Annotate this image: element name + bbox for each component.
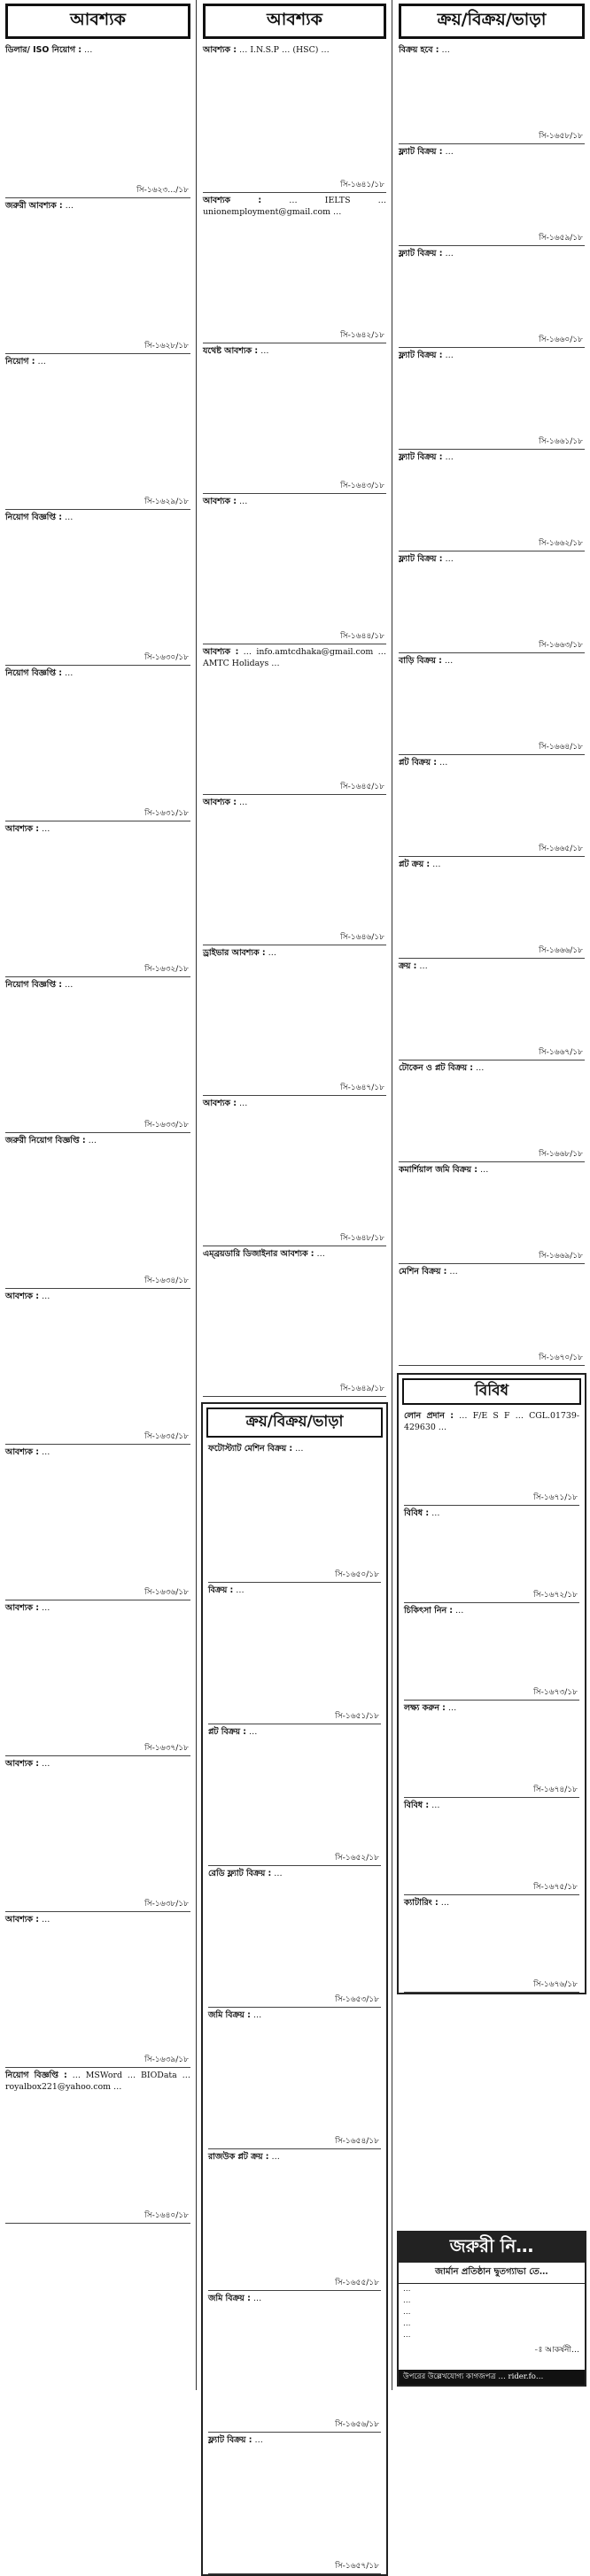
ad-body: … [480,1165,489,1175]
ad-heading: আবশ্যক : [5,1292,39,1301]
classified-ad [203,1246,386,1397]
ad-heading: নিয়োগ বিজ্ঞপ্তি : [5,2071,67,2080]
ad-code: সি-১৬৭৫/১৮ [533,1882,578,1892]
classified-ad [203,945,386,1096]
classified-ad [208,2433,381,2574]
banner-title: জরুরী নি… [399,2233,585,2263]
ad-code: সি-১৬৫৩/১৮ [335,1994,379,2004]
banner-line: … [403,2331,411,2341]
banner-line: … [403,2285,411,2294]
ad-code: সি-১৬২৩…/১৮ [136,185,189,195]
classified-ad [5,1756,190,1912]
classified-ad [399,653,585,755]
buy-sell-rent-box [201,1402,388,2576]
ad-body: … [236,1585,245,1595]
ad-heading: বাড়ি বিক্রয় : [399,656,442,666]
ad-heading: নিয়োগ : [5,357,35,366]
classified-ad [5,2068,190,2224]
ad-body: … [65,201,74,211]
ad-code: সি-১৬৪০/১৮ [144,2210,189,2220]
column-1-wanted [0,0,197,2390]
ad-body: … [254,2435,263,2445]
classified-ad [5,1600,190,1756]
classified-ad [399,348,585,450]
classified-ad [5,1133,190,1289]
ad-code: সি-১৬৭১/১৮ [533,1492,578,1502]
ad-code: সি-১৬৬৮/১৮ [539,1149,583,1159]
classified-ad [208,2291,381,2433]
ad-code: সি-১৬৪৪/১৮ [340,631,384,641]
ad-heading: আবশ্যক : [203,45,237,55]
classified-ad [5,198,190,354]
ad-body: … IELTS … unionemployment@gmail.com … [203,196,386,217]
ad-code: সি-১৬৩১/১৮ [144,808,189,818]
ad-code: সি-১৬৩২/১৮ [144,964,189,974]
ads-list [0,42,196,2224]
ad-body: … [431,1801,440,1810]
ad-heading: ফ্ল্যাট বিক্রয় : [399,147,443,157]
ad-heading: জমি বিক্রয় : [208,2010,251,2020]
ad-code: সি-১৬৩৩/১৮ [144,1120,189,1130]
ad-code: সি-১৬৫৬/১৮ [335,2419,379,2429]
ad-code: সি-১৬৪৭/১৮ [340,1083,384,1092]
ad-heading: লক্ষ্য করুন : [404,1703,446,1713]
ad-heading: লোন প্রদান : [404,1411,454,1421]
ad-heading: আবশ্যক : [203,196,262,205]
ad-heading: যথেষ্ট আবশ্যক : [203,346,259,356]
ad-body: … [238,1099,248,1108]
ad-body: … [64,980,74,990]
ad-heading: রেডি ফ্ল্যাট বিক্রয় : [208,1869,272,1878]
classified-ad [203,193,386,343]
ad-body: … [440,1898,450,1908]
ad-code: সি-১৬২৮/১৮ [144,341,189,351]
ad-heading: প্লট ক্রয় : [399,860,431,869]
ad-body: … [476,1063,485,1073]
ad-heading: ফ্ল্যাট বিক্রয় : [208,2435,252,2445]
ad-body: … [445,249,454,258]
ad-body: … [64,513,74,522]
ad-heading: ফ্ল্যাট বিক্রয় : [399,249,443,258]
ad-body: … [447,1703,457,1713]
ads-list [198,42,392,1397]
column-3-buy-sell [393,0,590,2390]
section-title-miscellaneous: বিবিধ [402,1378,581,1405]
ad-code: সি-১৬৬৪/১৮ [539,742,583,752]
classified-ad [5,354,190,510]
ad-code: সি-১৬৬৭/১৮ [539,1047,583,1057]
ad-code: সি-১৬৪৯/১৮ [340,1384,384,1393]
ad-heading: বিক্রয় : [208,1585,234,1595]
ad-heading: আবশ্যক : [203,497,237,506]
section-title-wanted-2: আবশ্যক [203,4,386,39]
ad-heading: ফ্ল্যাট বিক্রয় : [399,351,443,360]
classified-ad [203,1096,386,1246]
classified-ad [208,1724,381,1866]
classified-ad [404,1798,579,1895]
ad-body: … [445,452,454,462]
ad-heading: টোকেন ও প্লট বিক্রয় : [399,1063,474,1073]
ad-heading: চিকিৎসা নিন : [404,1606,454,1616]
ad-code: সি-১৬৬৬/১৮ [539,945,583,955]
ad-code: সি-১৬৫২/১৮ [335,1853,379,1863]
ad-code: সি-১৬৬৩/১৮ [539,640,583,650]
classified-ad [5,1289,190,1445]
banner-subtitle: জার্মান প্রতিষ্ঠান দ্বুতগ্যাভা তে… [399,2263,585,2284]
classified-ad [404,1701,579,1798]
ads-list [203,1441,386,2574]
ad-body: … MSWord … BIOData … royalbox221@yahoo.com … [5,2071,191,2092]
ad-body: … [41,1447,50,1457]
ad-body: … [41,1915,50,1924]
ad-body: … [445,554,454,564]
ad-code: সি-১৬৪৩/১৮ [340,481,384,490]
ad-code: সি-১৬৩৪/১৮ [144,1276,189,1285]
classified-ad [404,1408,579,1506]
ad-code: সি-১৬৬১/১৮ [539,436,583,446]
ad-body: … [432,860,441,869]
ad-body: … [252,2294,262,2303]
section-title-wanted: আবশ্যক [5,4,190,39]
ad-body: … [419,961,428,971]
ad-heading: ড্রাইভার আবশ্যক : [203,948,266,958]
classified-ad [203,644,386,795]
classified-ad [203,494,386,644]
banner-footer: উপরের উল্লেখযোগ্য কাগজপত্র … rider.fo… [399,2370,585,2385]
ad-code: সি-১৬৩৫/১৮ [144,1431,189,1441]
ad-code: সি-১৬৫৮/১৮ [539,131,583,141]
classified-ad [208,2149,381,2291]
ad-code: সি-১৬৫৯/১৮ [539,233,583,243]
ad-body: … [445,147,454,157]
column-2-wanted [198,0,392,2571]
ad-code: সি-১৬৭০/১৮ [539,1353,583,1362]
classified-ad [5,1445,190,1600]
ad-code: সি-১৬৫৫/১৮ [335,2278,379,2287]
classified-ad [399,450,585,551]
ad-body: … [64,668,74,678]
ad-heading: আবশ্যক : [203,647,239,657]
ad-body: … [252,2010,262,2020]
classified-ad [5,1912,190,2068]
ad-code: সি-১৬৪৮/১৮ [340,1233,384,1243]
ad-code: সি-১৬৭৪/১৮ [533,1785,578,1794]
classified-ad [399,959,585,1060]
classified-ad [399,857,585,959]
ad-body: … [441,45,450,55]
ad-heading: ফ্ল্যাট বিক্রয় : [399,452,443,462]
classified-ad [399,551,585,653]
ad-heading: জমি বিক্রয় : [208,2294,251,2303]
banner-line: … [403,2296,411,2306]
ad-body: … [88,1136,97,1145]
ad-code: সি-১৬৪৫/১৮ [340,782,384,791]
ad-body: … [268,948,276,958]
ad-body: … [238,798,248,807]
ad-code: সি-১৬৭৬/১৮ [533,1979,578,1989]
section-title-buy-sell-rent: ক্রয়/বিক্রয়/ভাড়া [206,1408,383,1438]
ad-heading: মেশিন বিক্রয় : [399,1267,447,1276]
ad-body: … [439,758,448,767]
ad-body: … [295,1444,304,1454]
ad-heading: প্লট বিক্রয় : [208,1727,247,1737]
ad-heading: আবশ্যক : [203,798,237,807]
classified-ad [5,666,190,821]
ad-code: সি-১৬৫৪/১৮ [335,2136,379,2146]
banner-signature: -ঃ আকর্ষনী… [533,2346,579,2356]
classified-ad [208,1441,381,1583]
classified-ad [399,246,585,348]
ad-code: সি-১৬৫১/১৮ [335,1711,379,1721]
ad-code: সি-১৬৫০/১৮ [335,1570,379,1579]
ad-body: … [41,1759,50,1769]
ad-heading: আবশ্যক : [5,824,39,834]
classified-ad [203,795,386,945]
ad-body: … [271,2152,280,2162]
ad-body: … [431,1508,440,1518]
ad-code: সি-১৬৩৯/১৮ [144,2055,189,2064]
classified-ad [208,1866,381,2008]
miscellaneous-box [397,1373,586,1994]
ad-code: সি-১৬৬২/১৮ [539,538,583,548]
ad-body: … [41,1603,50,1613]
ad-heading: জরুরী নিয়োগ বিজ্ঞপ্তি : [5,1136,86,1145]
ad-code: সি-১৬৪১/১৮ [340,180,384,189]
ad-heading: ফটোস্ট্যাট মেশিন বিক্রয় : [208,1444,293,1454]
ad-code: সি-১৬৭২/১৮ [533,1590,578,1600]
ad-code: সি-১৬৪২/১৮ [340,330,384,340]
ad-body: … [249,1727,258,1737]
ad-code: সি-১৬৩৭/১৮ [144,1743,189,1753]
ad-code: সি-১৬৩৮/১৮ [144,1899,189,1909]
ad-body: … F/E S F … CGL.01739-429630 … [404,1411,579,1432]
ad-heading: ফ্ল্যাট বিক্রয় : [399,554,443,564]
ad-body: … [41,1292,50,1301]
ad-code: সি-১৬২৯/১৮ [144,497,189,506]
ad-body: … [455,1606,464,1616]
ad-heading: বিবিধ : [404,1801,430,1810]
ad-heading: নিয়োগ বিজ্ঞপ্তি : [5,980,62,990]
ad-body: … [260,346,269,356]
classified-ad [5,42,190,198]
ad-code: সি-১৬৩৬/১৮ [144,1587,189,1597]
ad-body: … [238,497,248,506]
ad-heading: নিয়োগ বিজ্ঞপ্তি : [5,513,62,522]
ad-heading: জরুরী আবশ্যক : [5,201,63,211]
ad-heading: ক্রয় : [399,961,417,971]
ad-heading: আবশ্যক : [5,1603,39,1613]
classified-ad [399,1264,585,1366]
ad-heading: ক্যাটারিং : [404,1898,439,1908]
ad-body: … [274,1869,283,1878]
classified-ad [399,1162,585,1264]
ad-heading: বিবিধ : [404,1508,430,1518]
section-title-buy-sell-rent-2: ক্রয়/বিক্রয়/ভাড়া [399,4,585,39]
ads-list [393,42,590,1366]
ad-heading: আবশ্যক : [5,1447,39,1457]
classified-ad [208,1583,381,1724]
ad-body: … [449,1267,458,1276]
ad-heading: এম্‌ব্রয়ডারি ডিজাইনার আবশ্যক : [203,1249,314,1259]
ads-list [399,1408,585,1993]
classified-ad [5,821,190,977]
ad-heading: নিয়োগ বিজ্ঞপ্তি : [5,668,62,678]
banner-line: … [403,2308,411,2318]
classified-ad [203,42,386,193]
ad-heading: আবশ্যক : [203,1099,237,1108]
ad-body: … [37,357,46,366]
banner-line: … [403,2319,411,2329]
ad-body: … [444,656,454,666]
ad-heading: রাজউক প্লট ক্রয় : [208,2152,269,2162]
ad-heading: কমার্শিয়াল জমি বিক্রয় : [399,1165,478,1175]
ad-heading: আবশ্যক : [5,1759,39,1769]
ad-body: … info.amtcdhaka@gmail.com … AMTC Holidays … [203,647,386,668]
classified-ad [399,1060,585,1162]
ad-heading: ডিলার/ ISO নিয়োগ : [5,45,82,55]
ad-code: সি-১৬৫৭/১৮ [335,2561,379,2571]
ad-code: সি-১৬৭৩/১৮ [533,1687,578,1697]
classified-ad [404,1603,579,1701]
classified-ad [399,755,585,857]
classified-ad [399,42,585,144]
ad-body: … [41,824,50,834]
ad-heading: আবশ্যক : [5,1915,39,1924]
ad-body: … [316,1249,325,1259]
urgent-recruitment-banner [397,2231,586,2387]
ad-code: সি-১৬৬০/১৮ [539,335,583,344]
classified-ad [5,977,190,1133]
ad-body: … [445,351,454,360]
ad-code: সি-১৬৩০/১৮ [144,652,189,662]
ad-body: … [84,45,93,55]
ad-code: সি-১৬৬৯/১৮ [539,1251,583,1261]
ad-heading: বিক্রয় হবে : [399,45,439,55]
classified-ad [5,510,190,666]
classified-ad [399,144,585,246]
ad-code: সি-১৬৪৬/১৮ [340,932,384,942]
ad-code: সি-১৬৬৫/১৮ [539,844,583,853]
ad-heading: প্লট বিক্রয় : [399,758,438,767]
ad-body: … I.N.S.P … (HSC) … [238,45,330,55]
classified-ad [404,1506,579,1603]
classified-ad [203,343,386,494]
classified-ad [208,2008,381,2149]
classified-ad [404,1895,579,1993]
